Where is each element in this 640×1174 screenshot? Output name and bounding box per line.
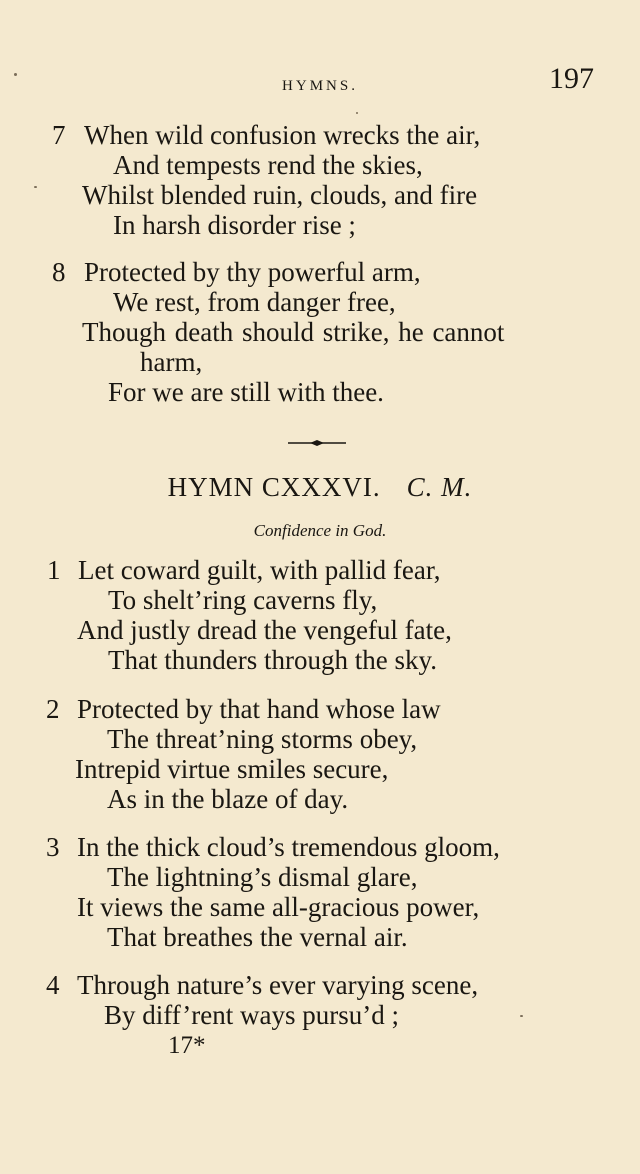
paper-speck: [34, 186, 37, 188]
stanza-number: 7: [52, 120, 66, 150]
stanza-number: 8: [52, 257, 66, 287]
page-number: 197: [549, 62, 594, 95]
signature-mark: 17*: [168, 1032, 206, 1059]
stanza-number: 2: [46, 694, 60, 724]
verse-line: Intrepid virtue smiles secure,: [75, 754, 389, 784]
verse-line: In the thick cloud’s tremendous gloom,: [77, 832, 500, 862]
verse-line: By diff’rent ways pursu’d ;: [104, 1000, 399, 1030]
verse-line: We rest, from danger free,: [113, 287, 396, 317]
hymn-title: [0, 472, 640, 503]
verse-line: That thunders through the sky.: [108, 645, 437, 675]
hymn-number: HYMN CXXXVI.: [167, 472, 381, 502]
paper-speck: [520, 1015, 523, 1017]
hymn-subtitle: Confidence in God.: [253, 521, 387, 540]
paper-speck: [14, 73, 17, 76]
running-head: HYMNS.: [282, 78, 358, 94]
verse-line: The lightning’s dismal glare,: [107, 862, 418, 892]
ornament-divider: [288, 438, 346, 448]
verse-line: Though death should strike, he cannot: [82, 317, 505, 347]
stanza-number: 3: [46, 832, 60, 862]
stanza-number: 4: [46, 970, 60, 1000]
verse-line: It views the same all-gracious power,: [77, 892, 480, 922]
verse-line: As in the blaze of day.: [107, 784, 349, 814]
paper-speck: [356, 112, 358, 114]
stanza-number: 1: [47, 555, 61, 585]
verse-line: And tempests rend the skies,: [113, 150, 423, 180]
verse-line: Protected by that hand whose law: [77, 694, 441, 724]
verse-line: Let coward guilt, with pallid fear,: [78, 555, 441, 585]
verse-line: Whilst blended ruin, clouds, and fire: [82, 180, 478, 210]
verse-line: And justly dread the vengeful fate,: [77, 615, 452, 645]
verse-line: That breathes the vernal air.: [107, 922, 408, 952]
verse-line: To shelt’ring caverns fly,: [108, 585, 378, 615]
verse-line: When wild confusion wrecks the air,: [84, 120, 481, 150]
hymn-meter: C. M.: [406, 472, 473, 502]
verse-line: Protected by thy powerful arm,: [84, 257, 421, 287]
verse-line: For we are still with thee.: [108, 377, 384, 407]
verse-line: harm,: [140, 347, 203, 377]
verse-line: The threat’ning storms obey,: [107, 724, 418, 754]
verse-line: In harsh disorder rise ;: [113, 210, 356, 240]
verse-line: Through nature’s ever varying scene,: [77, 970, 479, 1000]
